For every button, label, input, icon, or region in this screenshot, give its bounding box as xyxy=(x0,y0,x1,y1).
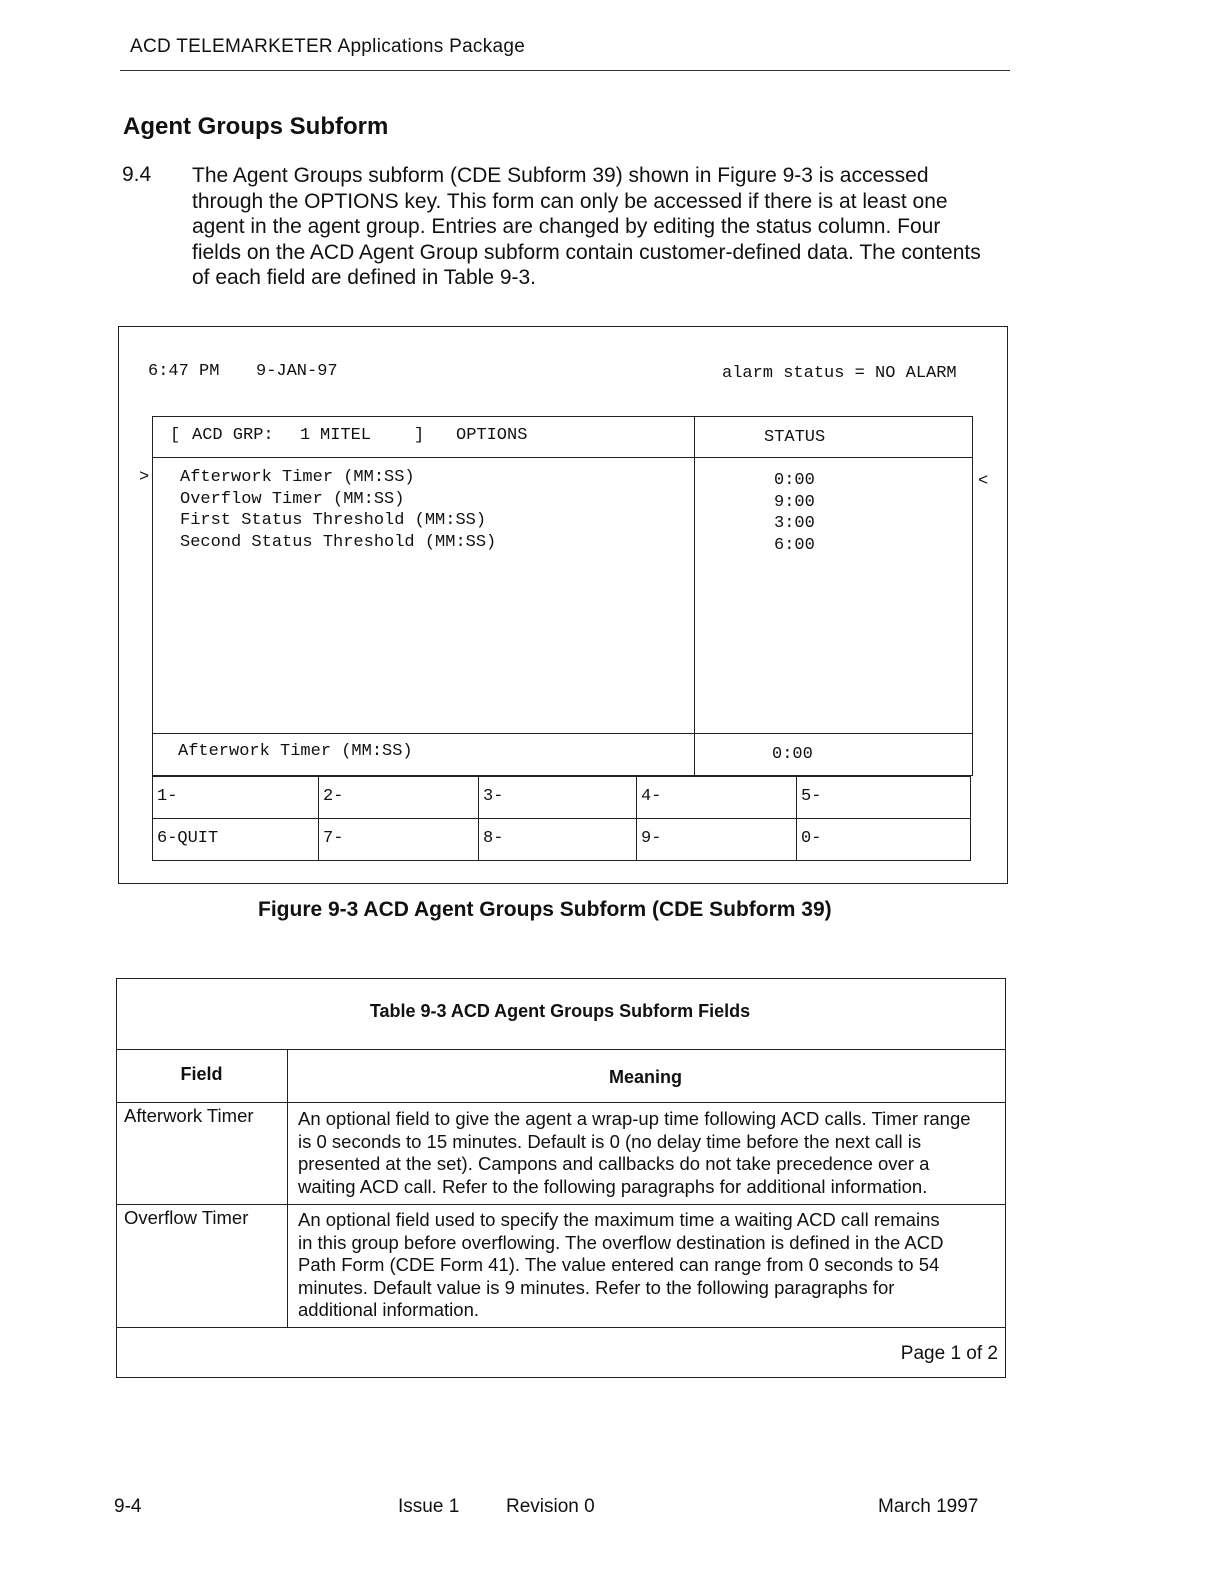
footer-page-number: 9-4 xyxy=(114,1496,142,1517)
panel-header-rule xyxy=(152,457,973,458)
meaning-line: is 0 seconds to 15 minutes. Default is 0 (no delay time before the next call is xyxy=(298,1130,922,1152)
meaning-line: An optional field used to specify the maximum time a waiting ACD call remains xyxy=(298,1209,940,1230)
footer-issue: Issue 1 xyxy=(398,1496,460,1517)
alarm-status: alarm status = NO ALARM xyxy=(722,364,957,383)
status-value-second-status-threshold[interactable]: 6:00 xyxy=(774,535,815,555)
table-page-indicator: Page 1 of 2 xyxy=(900,1343,998,1364)
meaning-line: minutes. Default value is 9 minutes. Refer to the following paragraphs for xyxy=(298,1276,895,1298)
table-cell-field: Overflow Timer xyxy=(124,1207,249,1228)
meaning-line: presented at the set). Campons and callbacks do not take precedence over a xyxy=(298,1153,930,1174)
table-rule xyxy=(116,1204,1006,1205)
table-rule xyxy=(116,1327,1006,1328)
table-cell-field: Afterwork Timer xyxy=(124,1105,254,1126)
softkey-2[interactable]: 2- xyxy=(319,777,479,819)
paragraph-line: The Agent Groups subform (CDE Subform 39) shown in Figure 9-3 is accessed xyxy=(192,164,929,187)
paragraph-line: agent in the agent group. Entries are changed by editing the status column. Four xyxy=(192,215,941,238)
paragraph-number: 9.4 xyxy=(122,163,152,186)
paragraph-line: fields on the ACD Agent Group subform contain customer-defined data. The contents xyxy=(192,240,981,264)
status-value-afterwork-timer[interactable]: 0:00 xyxy=(774,471,815,490)
table-rule xyxy=(116,1102,1006,1103)
option-list xyxy=(180,468,496,554)
meaning-line: An optional field to give the agent a wrap-up time following ACD calls. Timer range xyxy=(298,1108,971,1129)
screen-time: 6:47 PM xyxy=(148,362,220,381)
option-row-afterwork-timer[interactable]: Afterwork Timer (MM:SS) xyxy=(180,468,415,487)
paragraph-line: of each field are defined in Table 9-3. xyxy=(192,266,537,289)
meaning-line: additional information. xyxy=(298,1299,479,1320)
table-title: Table 9-3 ACD Agent Groups Subform Fields xyxy=(369,1001,751,1021)
screen-date: 9-JAN-97 xyxy=(256,362,338,381)
current-field-value[interactable]: 0:00 xyxy=(772,745,813,764)
figure-caption: Figure 9-3 ACD Agent Groups Subform (CDE Subform 39) xyxy=(258,898,832,921)
panel-column-divider xyxy=(694,416,695,776)
group-open-bracket: [ xyxy=(170,426,181,445)
softkey-5[interactable]: 5- xyxy=(797,777,971,819)
option-row-second-status-threshold[interactable]: Second Status Threshold (MM:SS) xyxy=(180,532,497,552)
panel-footer-rule xyxy=(152,733,973,734)
softkey-4[interactable]: 4- xyxy=(637,777,797,819)
status-value-first-status-threshold[interactable]: 3:00 xyxy=(774,514,815,533)
softkey-9[interactable]: 9- xyxy=(637,819,797,861)
table-column-divider xyxy=(287,1049,288,1327)
meaning-line: Path Form (CDE Form 41). The value entered can range from 0 seconds to 54 xyxy=(298,1254,940,1275)
selected-row-marker-right: < xyxy=(978,472,989,491)
status-column-header: STATUS xyxy=(764,428,826,447)
paragraph-text xyxy=(192,163,1014,291)
selected-row-marker-left: > xyxy=(139,468,150,487)
table-rule xyxy=(116,1049,1006,1050)
footer-date: March 1997 xyxy=(878,1496,979,1517)
group-name: MITEL xyxy=(320,426,372,445)
options-heading: OPTIONS xyxy=(456,426,528,445)
status-list xyxy=(774,471,815,557)
softkey-3[interactable]: 3- xyxy=(479,777,637,819)
paragraph-line: through the OPTIONS key. This form can only be accessed if there is at least one xyxy=(192,189,948,213)
option-row-overflow-timer[interactable]: Overflow Timer (MM:SS) xyxy=(180,489,405,509)
footer-revision: Revision 0 xyxy=(506,1496,595,1517)
option-row-first-status-threshold[interactable]: First Status Threshold (MM:SS) xyxy=(180,511,487,530)
header-rule xyxy=(120,70,1010,71)
section-title: Agent Groups Subform xyxy=(123,113,389,140)
column-header-meaning: Meaning xyxy=(608,1067,682,1087)
softkey-1[interactable]: 1- xyxy=(153,777,319,819)
softkey-0[interactable]: 0- xyxy=(797,819,971,861)
group-label: ACD GRP: xyxy=(192,426,274,445)
table-cell-meaning xyxy=(298,1108,998,1198)
current-field-label: Afterwork Timer (MM:SS) xyxy=(178,742,413,761)
group-number: 1 xyxy=(300,426,311,445)
meaning-line: in this group before overflowing. The overflow destination is defined in the ACD xyxy=(298,1231,944,1253)
running-header: ACD TELEMARKETER Applications Package xyxy=(130,36,526,57)
status-value-overflow-timer[interactable]: 9:00 xyxy=(774,492,815,512)
group-close-bracket: ] xyxy=(414,426,425,445)
softkey-7[interactable]: 7- xyxy=(319,819,479,861)
meaning-line: waiting ACD call. Refer to the following paragraphs for additional information. xyxy=(298,1175,928,1197)
softkey-8[interactable]: 8- xyxy=(479,819,637,861)
table-cell-meaning xyxy=(298,1209,998,1322)
softkey-grid xyxy=(152,776,971,861)
softkey-6-quit[interactable]: 6-QUIT xyxy=(153,819,319,861)
column-header-field: Field xyxy=(180,1064,223,1084)
